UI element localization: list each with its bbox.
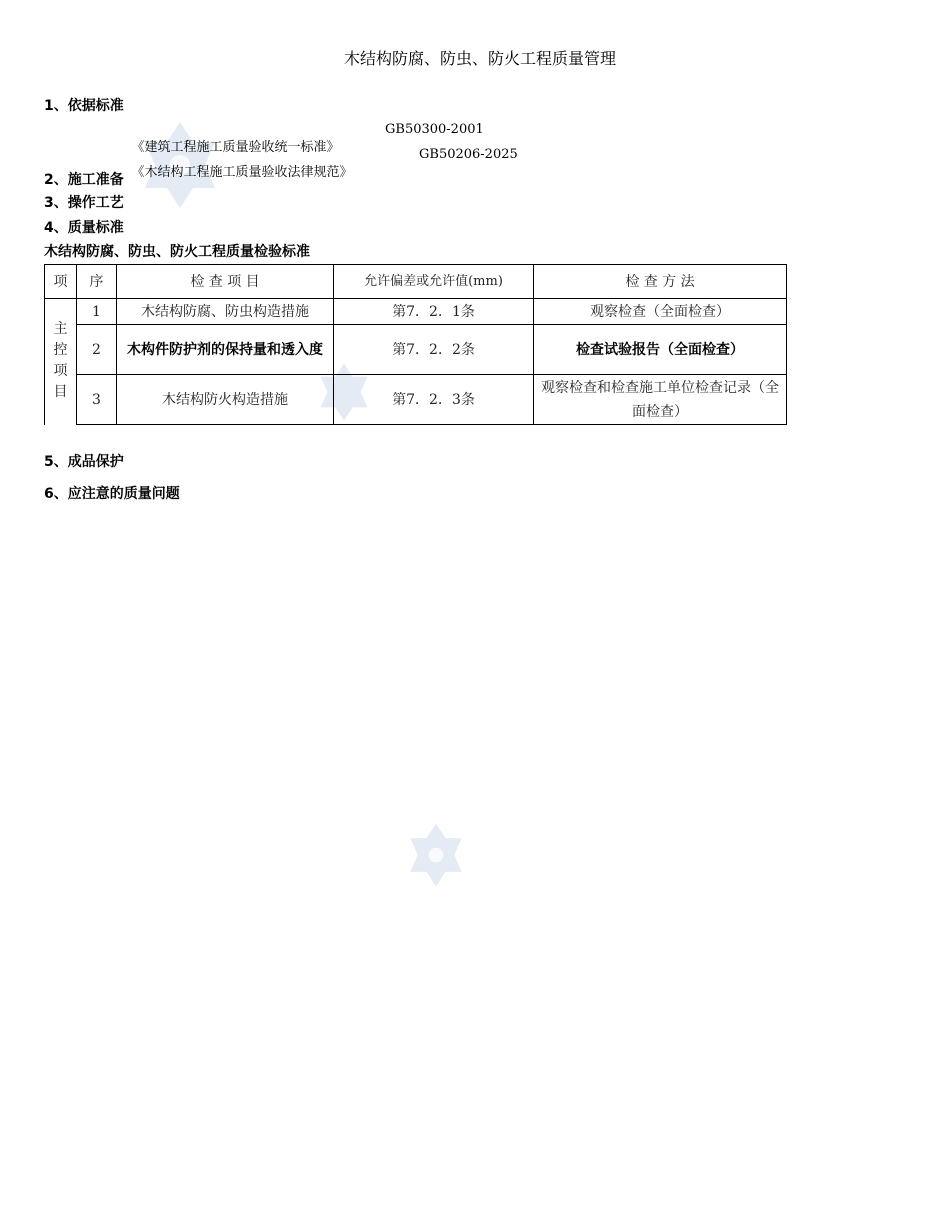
inspection-method: 检查试验报告（全面检查） — [534, 325, 787, 375]
allowed-value: 第7．2．3条 — [334, 375, 534, 425]
section-heading-quality-standard: 4、质量标准 — [44, 220, 124, 236]
table-row — [45, 325, 787, 375]
section-heading-protection: 5、成品保护 — [44, 454, 124, 470]
section-heading-preparation: 2、施工准备 — [44, 172, 124, 188]
header-cell: 项 — [45, 265, 77, 299]
header-cell: 允许偏差或允许值(mm) — [334, 265, 534, 299]
standard-name: 《建筑工程施工质量验收统一标准》 — [131, 140, 340, 155]
row-number: 2 — [77, 325, 117, 375]
group-label-cell — [45, 299, 77, 425]
inspection-method: 观察检查（全面检查） — [534, 299, 787, 325]
header-cell: 序 — [77, 265, 117, 299]
standard-code: GB50300-2001 — [385, 122, 484, 137]
inspection-item: 木结构防腐、防虫构造措施 — [117, 299, 334, 325]
group-label: 主 控 项 目 — [53, 321, 68, 401]
allowed-value: 第7．2．2条 — [334, 325, 534, 375]
row-number: 3 — [77, 375, 117, 425]
section-heading-issues: 6、应注意的质量问题 — [44, 486, 180, 502]
document-title: 木结构防腐、防虫、防火工程质量管理 — [343, 49, 616, 68]
quality-inspection-table — [44, 264, 787, 425]
standard-code: GB50206-2025 — [419, 147, 518, 162]
header-cell: 检 查 项 目 — [117, 265, 334, 299]
table-row — [45, 375, 787, 425]
section-heading-process: 3、操作工艺 — [44, 195, 124, 211]
inspection-item: 木结构防火构造措施 — [117, 375, 334, 425]
row-number: 1 — [77, 299, 117, 325]
allowed-value: 第7．2．1条 — [334, 299, 534, 325]
inspection-method: 观察检查和检查施工单位检查记录（全面检查） — [534, 375, 787, 425]
table-row — [45, 299, 787, 325]
inspection-item: 木构件防护剂的保持量和透入度 — [117, 325, 334, 375]
section-heading-standards: 1、依据标准 — [44, 98, 124, 114]
standard-name: 《木结构工程施工质量验收法律规范》 — [131, 165, 353, 180]
standard-line — [115, 146, 518, 218]
snowflake-watermark-icon — [403, 822, 469, 888]
table-title: 木结构防腐、防虫、防火工程质量检验标准 — [44, 244, 310, 260]
header-cell: 检 查 方 法 — [534, 265, 787, 299]
table-header-row — [45, 265, 787, 299]
